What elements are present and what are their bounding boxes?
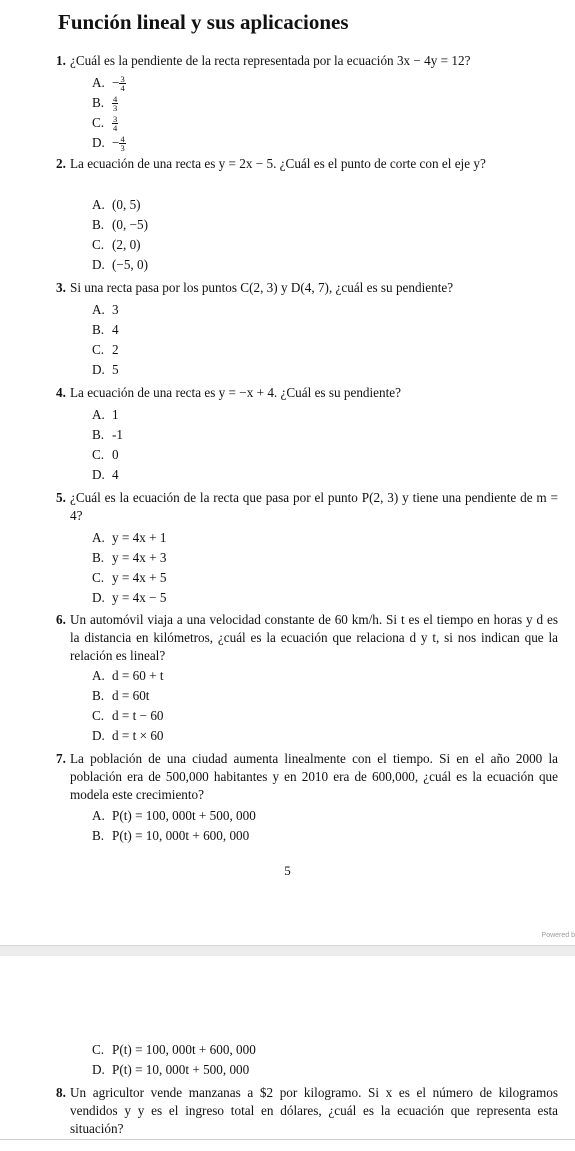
option-value: y = 4x + 1 bbox=[112, 530, 167, 545]
question-number: 5. bbox=[56, 490, 66, 505]
question-4 bbox=[56, 384, 558, 402]
question-text: La ecuación de una recta es y = 2x − 5. ¿Cuál es el punto de corte con el eje y? bbox=[70, 156, 486, 171]
question-number: 6. bbox=[56, 612, 66, 627]
option-item[interactable]: C. y = 4x + 5 bbox=[92, 570, 167, 585]
question-3 bbox=[56, 279, 558, 297]
powered-by-text: Powered b bbox=[541, 932, 575, 939]
option-item[interactable]: D. y = 4x − 5 bbox=[92, 590, 167, 605]
question-7 bbox=[56, 750, 558, 804]
option-item[interactable]: A. P(t) = 100, 000t + 500, 000 bbox=[92, 808, 256, 823]
options-1 bbox=[92, 73, 126, 153]
option-value: P(t) = 10, 000t + 600, 000 bbox=[112, 828, 250, 843]
question-text: La población de una ciudad aumenta linealmente con el tiempo. Si en el año 2000 la población era de 500,000 habitantes y en 2010 era de 600,000, ¿cuál es la ecuación que modela este crecimiento? bbox=[70, 751, 558, 802]
option-value: 2 bbox=[112, 342, 119, 357]
option-value: P(t) = 10, 000t + 500, 000 bbox=[112, 1062, 250, 1077]
option-value: (0, 5) bbox=[112, 197, 141, 212]
option-item[interactable]: A. (0, 5) bbox=[92, 197, 141, 212]
question-text: Un agricultor vende manzanas a $2 por kilogramo. Si x es el número de kilogramos vendidos y y es el ingreso total en dólares, ¿cuál es la ecuación que representa esta situación? bbox=[70, 1085, 558, 1136]
option-value: P(t) = 100, 000t + 600, 000 bbox=[112, 1042, 256, 1057]
options-6 bbox=[92, 666, 164, 746]
option-item[interactable]: B. d = 60t bbox=[92, 688, 150, 703]
option-item[interactable]: C. (2, 0) bbox=[92, 237, 141, 252]
option-value: (−5, 0) bbox=[112, 257, 149, 272]
option-item[interactable]: C. 2 bbox=[92, 342, 119, 357]
options-5 bbox=[92, 528, 166, 608]
question-number: 1. bbox=[56, 53, 66, 68]
option-value: (0, −5) bbox=[112, 217, 149, 232]
option-item[interactable]: C. 0 bbox=[92, 447, 119, 462]
options-2 bbox=[92, 195, 148, 275]
option-item[interactable]: C. $\frac{3}{4}$ bbox=[92, 114, 118, 134]
option-value: P(t) = 100, 000t + 500, 000 bbox=[112, 808, 256, 823]
option-item[interactable]: D. 4 bbox=[92, 467, 119, 482]
option-value: 3 bbox=[112, 302, 119, 317]
question-2 bbox=[56, 155, 558, 173]
option-value: − $\frac{3}{4}$ bbox=[112, 74, 125, 94]
question-number: 2. bbox=[56, 156, 66, 171]
option-value: y = 4x + 3 bbox=[112, 550, 167, 565]
question-number: 8. bbox=[56, 1085, 66, 1100]
question-1 bbox=[56, 52, 558, 70]
option-value: 4 bbox=[112, 322, 119, 337]
question-number: 7. bbox=[56, 751, 66, 766]
option-item[interactable]: C. d = t − 60 bbox=[92, 708, 164, 723]
option-value: -1 bbox=[112, 427, 123, 442]
option-value: $\frac{4}{3}$ bbox=[113, 94, 118, 114]
option-item[interactable]: D. d = t × 60 bbox=[92, 728, 164, 743]
option-value: d = 60t bbox=[112, 688, 150, 703]
option-item[interactable]: A. 3 bbox=[92, 302, 119, 317]
option-item[interactable]: D. P(t) = 10, 000t + 500, 000 bbox=[92, 1062, 250, 1077]
option-value: d = t − 60 bbox=[112, 708, 164, 723]
option-value: d = t × 60 bbox=[112, 728, 164, 743]
options-7 bbox=[92, 806, 256, 846]
option-value: (2, 0) bbox=[112, 237, 141, 252]
options-3 bbox=[92, 300, 119, 380]
option-item[interactable]: D. − $\frac{4}{3}$ bbox=[92, 134, 125, 154]
bottom-divider bbox=[0, 1139, 575, 1140]
options-7-continued bbox=[92, 1040, 256, 1080]
option-item[interactable]: B. P(t) = 10, 000t + 600, 000 bbox=[92, 828, 250, 843]
option-item[interactable]: B. 4 bbox=[92, 322, 119, 337]
option-item[interactable]: D. (−5, 0) bbox=[92, 257, 149, 272]
option-item[interactable]: A. 1 bbox=[92, 407, 119, 422]
question-text: La ecuación de una recta es y = −x + 4. ¿Cuál es su pendiente? bbox=[70, 385, 401, 400]
option-item[interactable]: B. -1 bbox=[92, 427, 123, 442]
question-number: 3. bbox=[56, 280, 66, 295]
question-text: ¿Cuál es la pendiente de la recta representada por la ecuación 3x − 4y = 12? bbox=[70, 53, 471, 68]
question-text: ¿Cuál es la ecuación de la recta que pasa por el punto P(2, 3) y tiene una pendiente de m = 4? bbox=[70, 490, 558, 523]
option-value: d = 60 + t bbox=[112, 668, 164, 683]
question-text: Si una recta pasa por los puntos C(2, 3) y D(4, 7), ¿cuál es su pendiente? bbox=[70, 280, 454, 295]
question-text: Un automóvil viaja a una velocidad constante de 60 km/h. Si t es el tiempo en horas y d es la distancia en kilómetros, ¿cuál es la ecuación que relaciona d y t, si nos indican que la relación es lineal? bbox=[70, 612, 558, 663]
option-item[interactable]: B. y = 4x + 3 bbox=[92, 550, 167, 565]
options-4 bbox=[92, 405, 123, 485]
document-page-2 bbox=[0, 956, 575, 1151]
option-value: y = 4x − 5 bbox=[112, 590, 167, 605]
option-item[interactable]: A. d = 60 + t bbox=[92, 668, 164, 683]
option-value: $\frac{3}{4}$ bbox=[113, 114, 118, 134]
option-item[interactable]: B. (0, −5) bbox=[92, 217, 149, 232]
question-8 bbox=[56, 1084, 558, 1138]
page-number: 5 bbox=[284, 863, 291, 878]
page-title: Función lineal y sus aplicaciones bbox=[58, 10, 349, 34]
option-item[interactable]: A. y = 4x + 1 bbox=[92, 530, 167, 545]
option-value: − $\frac{4}{3}$ bbox=[112, 134, 125, 154]
option-item[interactable]: A. − $\frac{3}{4}$ bbox=[92, 74, 125, 94]
question-number: 4. bbox=[56, 385, 66, 400]
option-value: 5 bbox=[112, 362, 119, 377]
option-item[interactable]: C. P(t) = 100, 000t + 600, 000 bbox=[92, 1042, 256, 1057]
question-6 bbox=[56, 611, 558, 665]
option-value: 0 bbox=[112, 447, 119, 462]
question-5 bbox=[56, 489, 558, 525]
option-value: 1 bbox=[112, 407, 119, 422]
option-item[interactable]: D. 5 bbox=[92, 362, 119, 377]
option-value: 4 bbox=[112, 467, 119, 482]
option-item[interactable]: B. $\frac{4}{3}$ bbox=[92, 94, 118, 114]
option-value: y = 4x + 5 bbox=[112, 570, 167, 585]
